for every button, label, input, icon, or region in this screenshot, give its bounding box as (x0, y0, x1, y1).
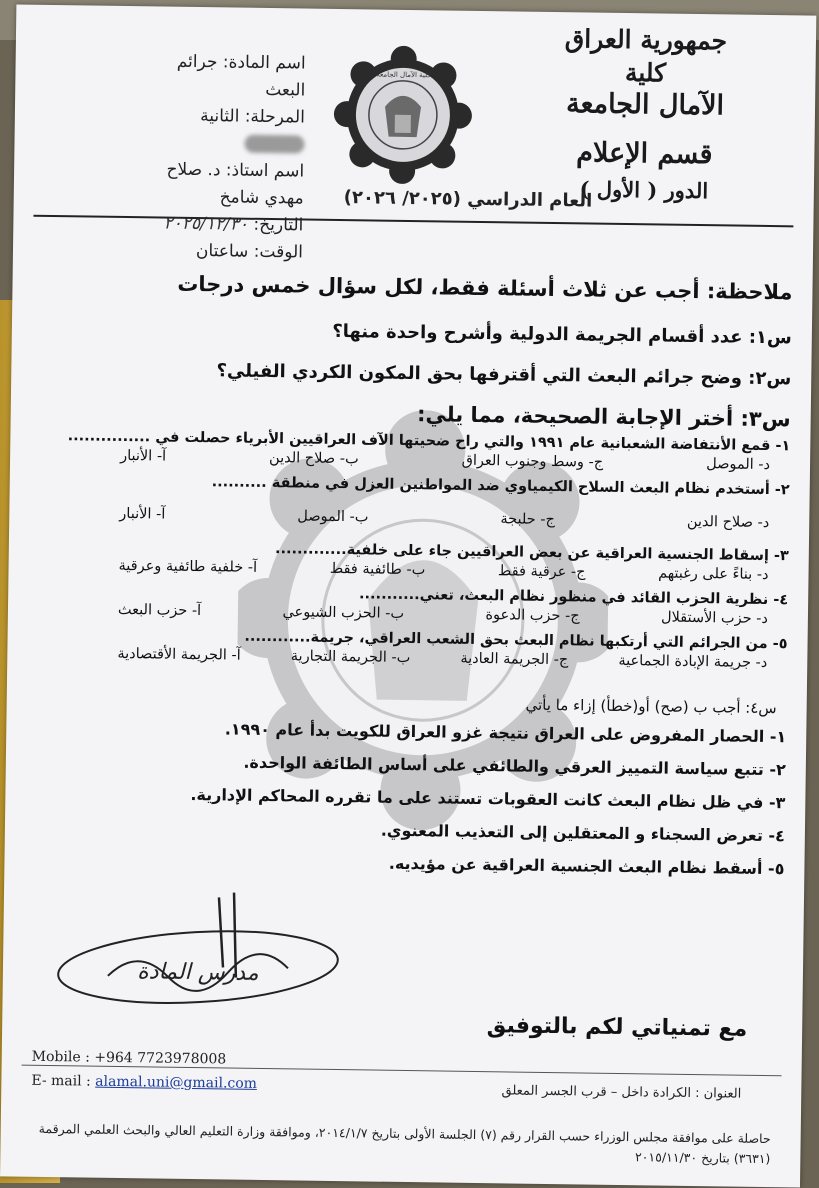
mc-stem-4: ٤- نظرية الحزب القائد في منظور نظام البعث، تعني........... (358, 586, 789, 609)
stage-line (134, 102, 305, 158)
mc-option: ب- الجريمة التجارية (290, 648, 411, 667)
mc-options-2 (49, 504, 789, 533)
tf-item-2: ٢- تتبع سياسة التمييز العرقي والطائفي على أساس الطائفة الواحدة. (243, 752, 786, 780)
academic-year: العام الدراسي (٢٠٢٥/ ٢٠٢٦) (343, 187, 593, 212)
question-3-items (47, 427, 790, 673)
email-link[interactable]: alamal.uni@gmail.com (95, 1073, 258, 1092)
redaction-blur (244, 135, 304, 154)
teacher-signature (47, 885, 349, 1029)
university-seal-logo (332, 44, 474, 186)
republic-title: جمهورية العراق (564, 24, 728, 56)
mc-option: آ- الأنبار (119, 505, 166, 523)
time-line: الوقت: ساعتان (195, 241, 304, 263)
mc-stem-1: ١- قمع الأنتفاضة الشعبانية عام ١٩٩١ والتي راح ضحيتها الآف العراقيين الأبرياء حصلت في ............... (67, 428, 791, 455)
instruction-note: ملاحظة: أجب عن ثلاث أسئلة فقط، لكل سؤال خمس درجات (177, 271, 793, 305)
mc-option: د- بناءً على رغبتهم (658, 565, 769, 584)
stage-text: المرحلة: الثانية (200, 106, 306, 128)
seal-caption: كلية الآمال الجامعة (376, 70, 431, 80)
mc-option: آ- الجريمة الأقتصادية (117, 645, 241, 664)
mc-option: آ- حزب البعث (117, 601, 202, 620)
mc-option: د- جريمة الإبادة الجماعية (618, 652, 768, 672)
mc-option: ج- حزب الدعوة (485, 607, 580, 625)
mc-option: ب- طائفية فقط (329, 560, 426, 579)
closing-wish: مع تمنياتي لكم بالتوفيق (486, 1013, 748, 1042)
date-label: التاريخ: (253, 214, 304, 236)
mc-option: د- صلاح الدين (686, 513, 770, 532)
mc-stem-3: ٣- إسقاط الجنسية العراقية عن بعض العراقيين جاء على خلفية............. (274, 541, 789, 565)
university-title: الآمال الجامعة (565, 88, 725, 122)
department-title: قسم الإعلام (576, 137, 713, 171)
mc-option: ج- الجريمة العادية (460, 650, 569, 669)
date-line (133, 210, 303, 239)
mobile-number: Mobile : +964 7723978008 (31, 1048, 227, 1068)
mc-option: ب- الموصل (297, 508, 369, 526)
question-2: س٢: وضح جرائم البعث التي أقترفها بحق المكون الكردي الفيلي؟ (216, 360, 792, 390)
mc-option: ج- وسط وجنوب العراق (461, 452, 604, 471)
mc-option: ج- حلبجة (500, 511, 556, 529)
mc-option: آ- خلفية طائفية وعرقية (118, 557, 258, 576)
question-4-title: س٤: أجب ب (صح) أو(خطأ) إزاء ما يأتي (525, 695, 777, 718)
signature-text: مدرس المادة (137, 959, 259, 986)
email-line (31, 1069, 257, 1096)
college-title: كلية (624, 57, 667, 88)
mc-option: ج- عرقية فقط (497, 563, 586, 581)
exam-info (133, 48, 306, 266)
question-3-title: س٣: أختر الإجابة الصحيحة، مما يلي: (416, 402, 791, 432)
tf-item-1: ١- الحصار المفروض على العراق نتيجة غزو العراق للكويت بدأ عام ١٩٩٠. (224, 719, 787, 747)
exam-paper (0, 4, 816, 1187)
exam-round: الدور ( الأول ) (579, 176, 709, 204)
tf-item-5: ٥- أسقط نظام البعث الجنسية العراقية عن مؤيديه. (388, 853, 785, 879)
teacher-line: اسم استاذ: د. صلاح مهدي شامخ (166, 159, 305, 209)
mc-stem-5: ٥- من الجرائم التي أرتكبها نظام البعث بحق الشعب العراقي، جريمة............ (244, 628, 788, 653)
contact-info (31, 1045, 257, 1096)
exam-body (44, 267, 792, 878)
question-1: س١: عدد أقسام الجريمة الدولية وأشرح واحدة منها؟ (332, 320, 792, 349)
mc-option: آ- الأنبار (120, 447, 167, 465)
mc-option: ب- الحزب الشيوعي (282, 604, 405, 622)
email-label: E- mail : (31, 1072, 91, 1090)
subject-line: اسم المادة: جرائم البعث (176, 51, 306, 101)
address: العنوان : الكرادة داخل – قرب الجسر المعلق (501, 1083, 742, 1102)
date-handwritten: ٢٠٢٥/١٢/٣٠ (163, 213, 249, 235)
tf-item-3: ٣- في ظل نظام البعث كانت العقوبات تستند على ما تقرره المحاكم الإدارية. (190, 784, 786, 813)
tf-item-4: ٤- تعرض السجناء و المعتقلين إلى التعذيب المعنوي. (380, 820, 786, 846)
mc-option: د- الموصل (706, 456, 771, 474)
institution-header (534, 24, 756, 204)
mc-stem-2: ٢- أستخدم نظام البعث السلاح الكيمياوي ضد المواطنين العزل في منطقة .......... (211, 474, 790, 499)
mc-option: د- حزب الأستقلال (660, 609, 769, 628)
approval-statement: حاصلة على موافقة مجلس الوزراء حسب القرار رقم (٧) الجلسة الأولى بتاريخ ٢٠١٤/١/٧، وموافقة وزارة التعليم العالي والبحث العلمي المرقمة (٣٦٣١) بتاريخ ٢٠١٥/١١/٣٠ (38, 1120, 771, 1167)
mc-option: ب- صلاح الدين (268, 450, 359, 468)
